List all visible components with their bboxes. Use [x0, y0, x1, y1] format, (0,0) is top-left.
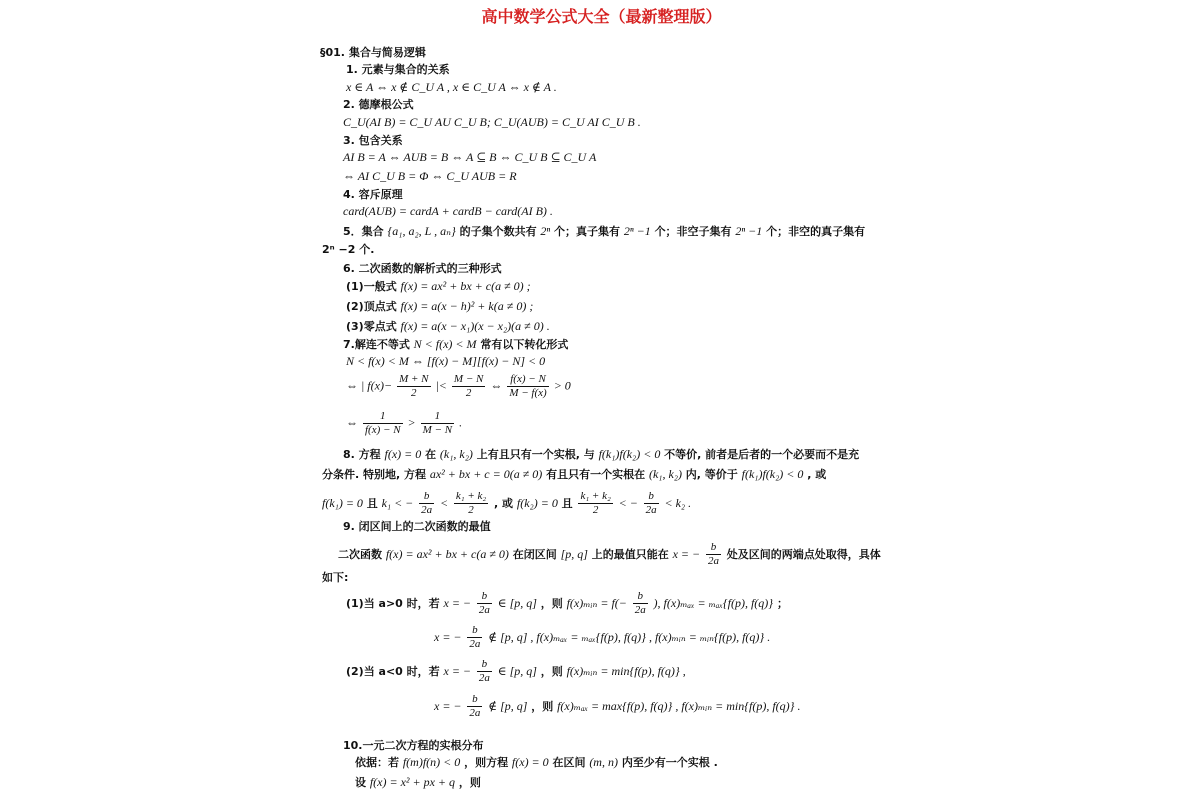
denominator: 2a — [421, 504, 433, 516]
numerator: b — [706, 541, 721, 555]
heading-10: 10.一元二次方程的实根分布 — [343, 739, 484, 752]
numerator: b — [644, 490, 659, 504]
text: , 或 — [807, 468, 827, 481]
math: 2ⁿ — [540, 224, 551, 238]
denominator: 2a — [634, 604, 646, 616]
text: 且 — [366, 497, 378, 510]
text: 在 — [425, 448, 437, 461]
heading-7 — [343, 337, 568, 352]
math: 2ⁿ −1 — [623, 224, 651, 238]
denominator: 2 — [465, 387, 472, 399]
denominator: 2 — [592, 504, 599, 516]
math: f(k₂) = 0 — [516, 496, 558, 510]
text: 设 — [355, 776, 366, 789]
formula-1-1: x ∈ A ⇔ x ∉ C_U A , x ∈ C_U A ⇔ x ∉ A . — [346, 80, 557, 94]
heading-9: 9. 闭区间上的二次函数的最值 — [343, 520, 491, 533]
math: f(x) = a(x − h)² + k(a ≠ 0) ; — [400, 299, 534, 313]
case-2 — [346, 658, 686, 685]
math: < − — [618, 496, 638, 510]
text: 上有且只有一个实根, 与 — [476, 448, 595, 461]
text: ，则 — [531, 700, 554, 713]
numerator: f(x) − N — [507, 373, 548, 387]
item-9-line-1 — [338, 541, 881, 568]
denominator: f(x) − N — [365, 424, 401, 436]
fraction — [397, 373, 430, 400]
denominator: 2a — [478, 604, 490, 616]
denominator: 2a — [707, 555, 719, 567]
math: . — [459, 415, 463, 430]
text: ，则 — [540, 665, 563, 678]
math: N < f(x) < M — [413, 337, 477, 351]
text: 在区间 — [552, 756, 586, 769]
fraction — [452, 373, 485, 400]
math: (m, n) — [589, 755, 618, 769]
fraction — [578, 490, 612, 517]
text: 二次函数 — [338, 548, 382, 561]
item-8-line-1 — [343, 447, 859, 462]
math: f(x)ₘᵢₙ = min{f(p), f(q)} , — [566, 664, 686, 678]
numerator: k₁ + k₂ — [580, 490, 611, 502]
denominator: 2 — [468, 504, 474, 516]
section-heading: §01. 集合与简易逻辑 — [320, 46, 426, 59]
formula-6-1 — [346, 279, 531, 294]
formula-3-2: ⇔ AI C_U B = Φ ⇔ C_U AUB = R — [343, 169, 517, 183]
item-8-line-2 — [322, 467, 826, 482]
formula-6-3 — [346, 319, 550, 334]
formula-3-1: AI B = A ⇔ AUB = B ⇔ A ⊆ B ⇔ C_U B ⊆ C_U A — [343, 150, 597, 164]
math: f(x) = a(x − x₁)(x − x₂)(a ≠ 0) . — [400, 319, 550, 333]
math: ∈ [p, q] — [497, 664, 537, 678]
formula-2-1: C_U(AI B) = C_U AU C_U B; C_U(AUB) = C_U AI C_U B . — [343, 115, 641, 129]
math: ∈ [p, q] — [497, 596, 537, 610]
math: f(x)ₘᵢₙ = f(− — [566, 596, 627, 610]
text: 内至少有一个实根 . — [621, 756, 718, 769]
heading-3: 3. 包含关系 — [343, 134, 403, 147]
math: ⇔ — [346, 415, 358, 430]
text: 不等价, 前者是后者的一个必要而不是充 — [664, 448, 860, 461]
math: f(k₁)f(k₂) < 0 — [741, 467, 804, 481]
text: 个；真子集有 — [554, 225, 621, 238]
math: f(k₁) = 0 — [322, 496, 363, 510]
text: , 或 — [494, 497, 514, 510]
text: ，则方程 — [464, 756, 509, 769]
formula-7-1: N < f(x) < M ⇔ [f(x) − M][f(x) − N] < 0 — [346, 354, 546, 368]
text: ，则 — [458, 776, 481, 789]
numerator: b — [477, 590, 492, 604]
text: 依据：若 — [355, 756, 399, 769]
math: x = − — [443, 596, 472, 610]
item-8-line-3 — [322, 490, 691, 517]
fraction — [477, 590, 492, 617]
math: f(m)f(n) < 0 — [402, 755, 461, 769]
text: 内, 等价于 — [685, 468, 738, 481]
denominator: M − f(x) — [509, 387, 547, 399]
case-2-b — [434, 693, 800, 720]
fraction — [421, 410, 454, 437]
numerator: b — [633, 590, 648, 604]
math: (k₁, k₂) — [648, 467, 682, 481]
item-10-line-1 — [355, 755, 718, 770]
fraction — [633, 590, 648, 617]
heading-4: 4. 容斥原理 — [343, 188, 403, 201]
math: f(x) = 0 — [384, 447, 422, 461]
denominator: 2a — [469, 638, 481, 650]
numerator: M + N — [399, 373, 429, 385]
fraction — [477, 658, 492, 685]
label: (3)零点式 — [346, 320, 397, 333]
math: ∉ [p, q] — [488, 699, 528, 713]
denominator: 2a — [645, 504, 657, 516]
text: 7.解连不等式 — [343, 338, 410, 351]
math: x = − — [434, 699, 462, 713]
text: 个；非空子集有 — [654, 225, 732, 238]
math: x = − — [443, 664, 472, 678]
formula-7-3 — [346, 410, 462, 437]
math: x = − — [434, 630, 462, 644]
math: f(x) = 0 — [511, 755, 549, 769]
item-5-line-1 — [343, 224, 865, 239]
text: ，则 — [540, 597, 563, 610]
math: k₁ < − — [381, 496, 414, 510]
math: {a₁, a₂, L , aₙ} — [387, 224, 456, 238]
numerator: b — [467, 693, 482, 707]
math: f(x) = ax² + bx + c(a ≠ 0) — [385, 547, 509, 561]
math: x = − — [672, 547, 701, 561]
numerator: b — [467, 624, 482, 638]
math: 2ⁿ −1 — [735, 224, 763, 238]
math: f(x) = x² + px + q — [369, 775, 456, 789]
math: ⇔ — [490, 378, 503, 393]
math: f(x) = ax² + bx + c(a ≠ 0) ; — [400, 279, 531, 293]
item-5-line-2: 2ⁿ −2 个. — [322, 243, 375, 256]
case-1-b — [434, 624, 770, 651]
math: ∉ [p, q] , f(x)ₘₐₓ = ₘₐₓ{f(p), f(q)} , f(x)ₘᵢₙ = ₘᵢₙ{f(p), f(q)} . — [488, 630, 771, 644]
text: 有且只有一个实根在 — [546, 468, 646, 481]
text: 8. 方程 — [343, 448, 381, 461]
label: (2)当 a<0 时，若 — [346, 665, 440, 678]
text: ； — [776, 597, 788, 610]
denominator: 2a — [469, 707, 481, 719]
fraction — [419, 490, 434, 517]
fraction — [467, 624, 482, 651]
math: ⇔ | f(x)− — [346, 378, 393, 393]
numerator: 1 — [363, 410, 403, 424]
denominator: 2a — [478, 672, 490, 684]
denominator: M − N — [422, 424, 453, 436]
text: 在闭区间 — [512, 548, 557, 561]
fraction — [467, 693, 482, 720]
formula-4-1: card(AUB) = cardA + cardB − card(AI B) . — [343, 204, 553, 218]
math: > 0 — [553, 378, 571, 393]
math: > — [407, 415, 416, 430]
item-9-line-2: 如下: — [322, 571, 349, 584]
fraction — [363, 410, 403, 437]
math: |< — [435, 378, 447, 393]
page-title: 高中数学公式大全（最新整理版） — [481, 7, 722, 26]
text: 5．集合 — [343, 225, 384, 238]
math: f(k₁)f(k₂) < 0 — [598, 447, 661, 461]
text: 常有以下转化形式 — [480, 338, 569, 351]
numerator: k₁ + k₂ — [455, 490, 487, 502]
math: < k₂ . — [664, 496, 692, 510]
label: (1)一般式 — [346, 280, 397, 293]
text: 分条件. 特别地, 方程 — [322, 468, 427, 481]
fraction — [454, 490, 488, 517]
text: 处及区间的两端点处取得，具体 — [726, 548, 881, 561]
text: 的子集个数共有 — [459, 225, 537, 238]
text: 个；非空的真子集有 — [766, 225, 866, 238]
math: (k₁, k₂) — [439, 447, 473, 461]
text: 上的最值只能在 — [591, 548, 669, 561]
label: (2)顶点式 — [346, 300, 397, 313]
numerator: M − N — [453, 373, 484, 385]
math: f(x)ₘₐₓ = max{f(p), f(q)} , f(x)ₘᵢₙ = min{f(p), f(q)} . — [557, 699, 801, 713]
heading-6: 6. 二次函数的解析式的三种形式 — [343, 262, 502, 275]
fraction — [507, 373, 548, 400]
numerator: b — [477, 658, 492, 672]
numerator: 1 — [421, 410, 454, 424]
formula-7-2 — [346, 373, 571, 400]
fraction — [644, 490, 659, 517]
math: < — [439, 496, 449, 510]
heading-2: 2. 德摩根公式 — [343, 98, 414, 111]
formula-6-2 — [346, 299, 533, 314]
math: ), f(x)ₘₐₓ = ₘₐₓ{f(p), f(q)} — [653, 596, 774, 610]
denominator: 2 — [411, 387, 417, 399]
math: [p, q] — [560, 547, 588, 561]
numerator: b — [419, 490, 434, 504]
math: ax² + bx + c = 0(a ≠ 0) — [429, 467, 543, 481]
fraction — [706, 541, 721, 568]
label: (1)当 a>0 时，若 — [346, 597, 440, 610]
item-10-line-2 — [355, 775, 481, 790]
text: 且 — [561, 497, 573, 510]
heading-1: 1. 元素与集合的关系 — [346, 63, 450, 76]
case-1 — [346, 590, 788, 617]
